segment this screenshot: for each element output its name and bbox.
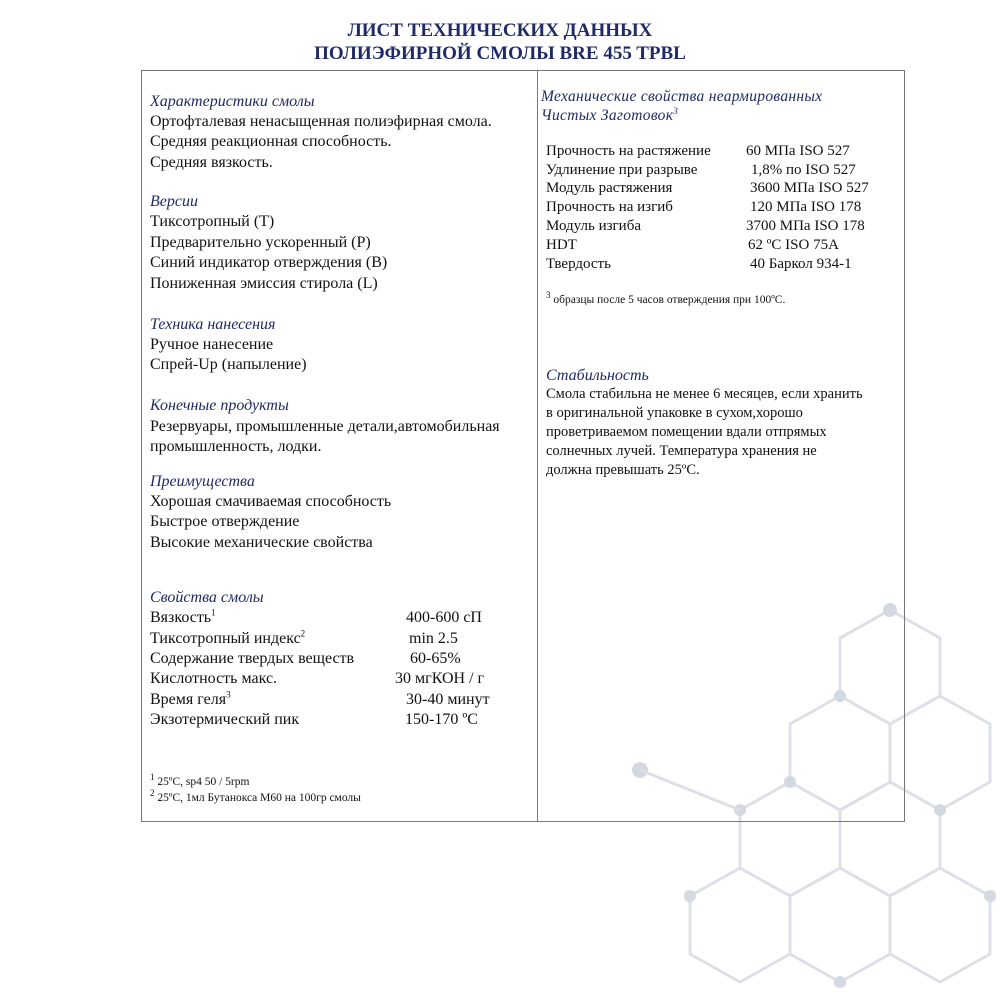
- versions-line-3: Синий индикатор отверждения (B): [150, 254, 388, 271]
- characteristics-line-3: Средняя вязкость.: [150, 154, 273, 171]
- versions-heading: Версии: [150, 193, 198, 210]
- characteristics-line-2: Средняя реакционная способность.: [150, 133, 392, 150]
- footnote-2: $^2$ 25ºC, 1мл Бутаноксa M60 на 100гр смолы: [150, 788, 361, 804]
- stability-line-5: должна превышать 25ºC.: [546, 462, 700, 478]
- mechanical-label: Модуль растяжения: [546, 180, 673, 196]
- advantages-heading: Преимущества: [150, 473, 255, 490]
- mechanical-value: 60 МПа ISO 527: [746, 143, 850, 159]
- mechanical-value: 3600 МПа ISO 527: [750, 180, 869, 196]
- mechanical-label: Прочность на растяжение: [546, 143, 711, 159]
- characteristics-line-1: Ортофталевая ненасыщенная полиэфирная смола.: [150, 113, 492, 130]
- products-line-1: Резервуары, промышленные детали,автомобильная: [150, 418, 500, 435]
- stability-line-1: Смола стабильна не менее 6 месяцев, если хранить: [546, 386, 863, 402]
- mechanical-label: Удлинение при разрыве: [546, 162, 698, 178]
- characteristics-heading: Характеристики смолы: [150, 93, 315, 110]
- property-label: Время геля$^3$: [150, 689, 231, 708]
- advantages-line-1: Хорошая смачиваемая способность: [150, 493, 392, 510]
- mechanical-value: 3700 МПа ISO 178: [746, 218, 865, 234]
- title-line-1: ЛИСТ ТЕХНИЧЕСКИХ ДАННЫХ: [347, 20, 653, 41]
- products-line-2: промышленность, лодки.: [150, 438, 322, 455]
- versions-line-1: Тиксотропный (T): [150, 213, 275, 230]
- advantages-line-3: Высокие механические свойства: [150, 534, 373, 551]
- mechanical-heading-line-1: Механические свойства неармированных: [541, 88, 823, 105]
- mechanical-value: 1,8% по ISO 527: [751, 162, 856, 178]
- mechanical-footnote: $^3$ образцы после 5 часов отверждения при 100ºC.: [546, 290, 786, 306]
- property-value: 150-170 ºC: [405, 711, 478, 728]
- mechanical-label: HDT: [546, 237, 577, 253]
- application-line-2: Спрей-Up (напыление): [150, 356, 307, 373]
- mechanical-heading-line-2: Чистых Заготовок$^3$: [541, 105, 679, 124]
- mechanical-value: 120 МПа ISO 178: [750, 199, 862, 215]
- property-label: Вязкость$^1$: [150, 607, 216, 626]
- property-label: Содержание твердых веществ: [150, 650, 355, 667]
- property-label: Тиксотропный индекс$^2$: [150, 628, 306, 647]
- footnote-1: $^1$ 25ºC, sp4 50 / 5rpm: [150, 772, 250, 788]
- property-value: 60-65%: [410, 650, 461, 667]
- property-value: min 2.5: [409, 630, 458, 647]
- stability-line-2: в оригинальной упаковке в сухом,хорошо: [546, 405, 803, 421]
- property-label: Кислотность макс.: [150, 670, 278, 687]
- title-line-2: ПОЛИЭФИРНОЙ СМОЛЫ BRE 455 TPBL: [314, 43, 686, 64]
- products-heading: Конечные продукты: [150, 397, 289, 414]
- mechanical-label: Модуль изгиба: [546, 218, 642, 234]
- property-value: 30-40 минут: [406, 691, 490, 708]
- property-value: 30 мгКОН / г: [395, 670, 485, 687]
- mechanical-value: 40 Баркол 934-1: [750, 256, 852, 272]
- stability-line-3: проветриваемом помещении вдали отпрямых: [546, 424, 827, 440]
- stability-line-4: солнечных лучей. Температура хранения не: [546, 443, 817, 459]
- mechanical-value: 62 ºC ISO 75A: [748, 237, 839, 253]
- property-label: Экзотермический пик: [150, 711, 300, 728]
- versions-line-2: Предварительно ускоренный (P): [150, 234, 371, 251]
- column-divider: [537, 70, 538, 822]
- mechanical-label: Твердость: [546, 256, 611, 272]
- advantages-line-2: Быстрое отверждение: [150, 513, 300, 530]
- stability-heading: Стабильность: [546, 367, 649, 384]
- property-value: 400-600 сП: [406, 609, 482, 626]
- application-line-1: Ручное нанесение: [150, 336, 274, 353]
- application-heading: Техника нанесения: [150, 316, 276, 333]
- properties-heading: Свойства смолы: [150, 589, 264, 606]
- versions-line-4: Пониженная эмиссия стирола (L): [150, 275, 378, 292]
- mechanical-label: Прочность на изгиб: [546, 199, 673, 215]
- document-title: [0, 19, 1000, 65]
